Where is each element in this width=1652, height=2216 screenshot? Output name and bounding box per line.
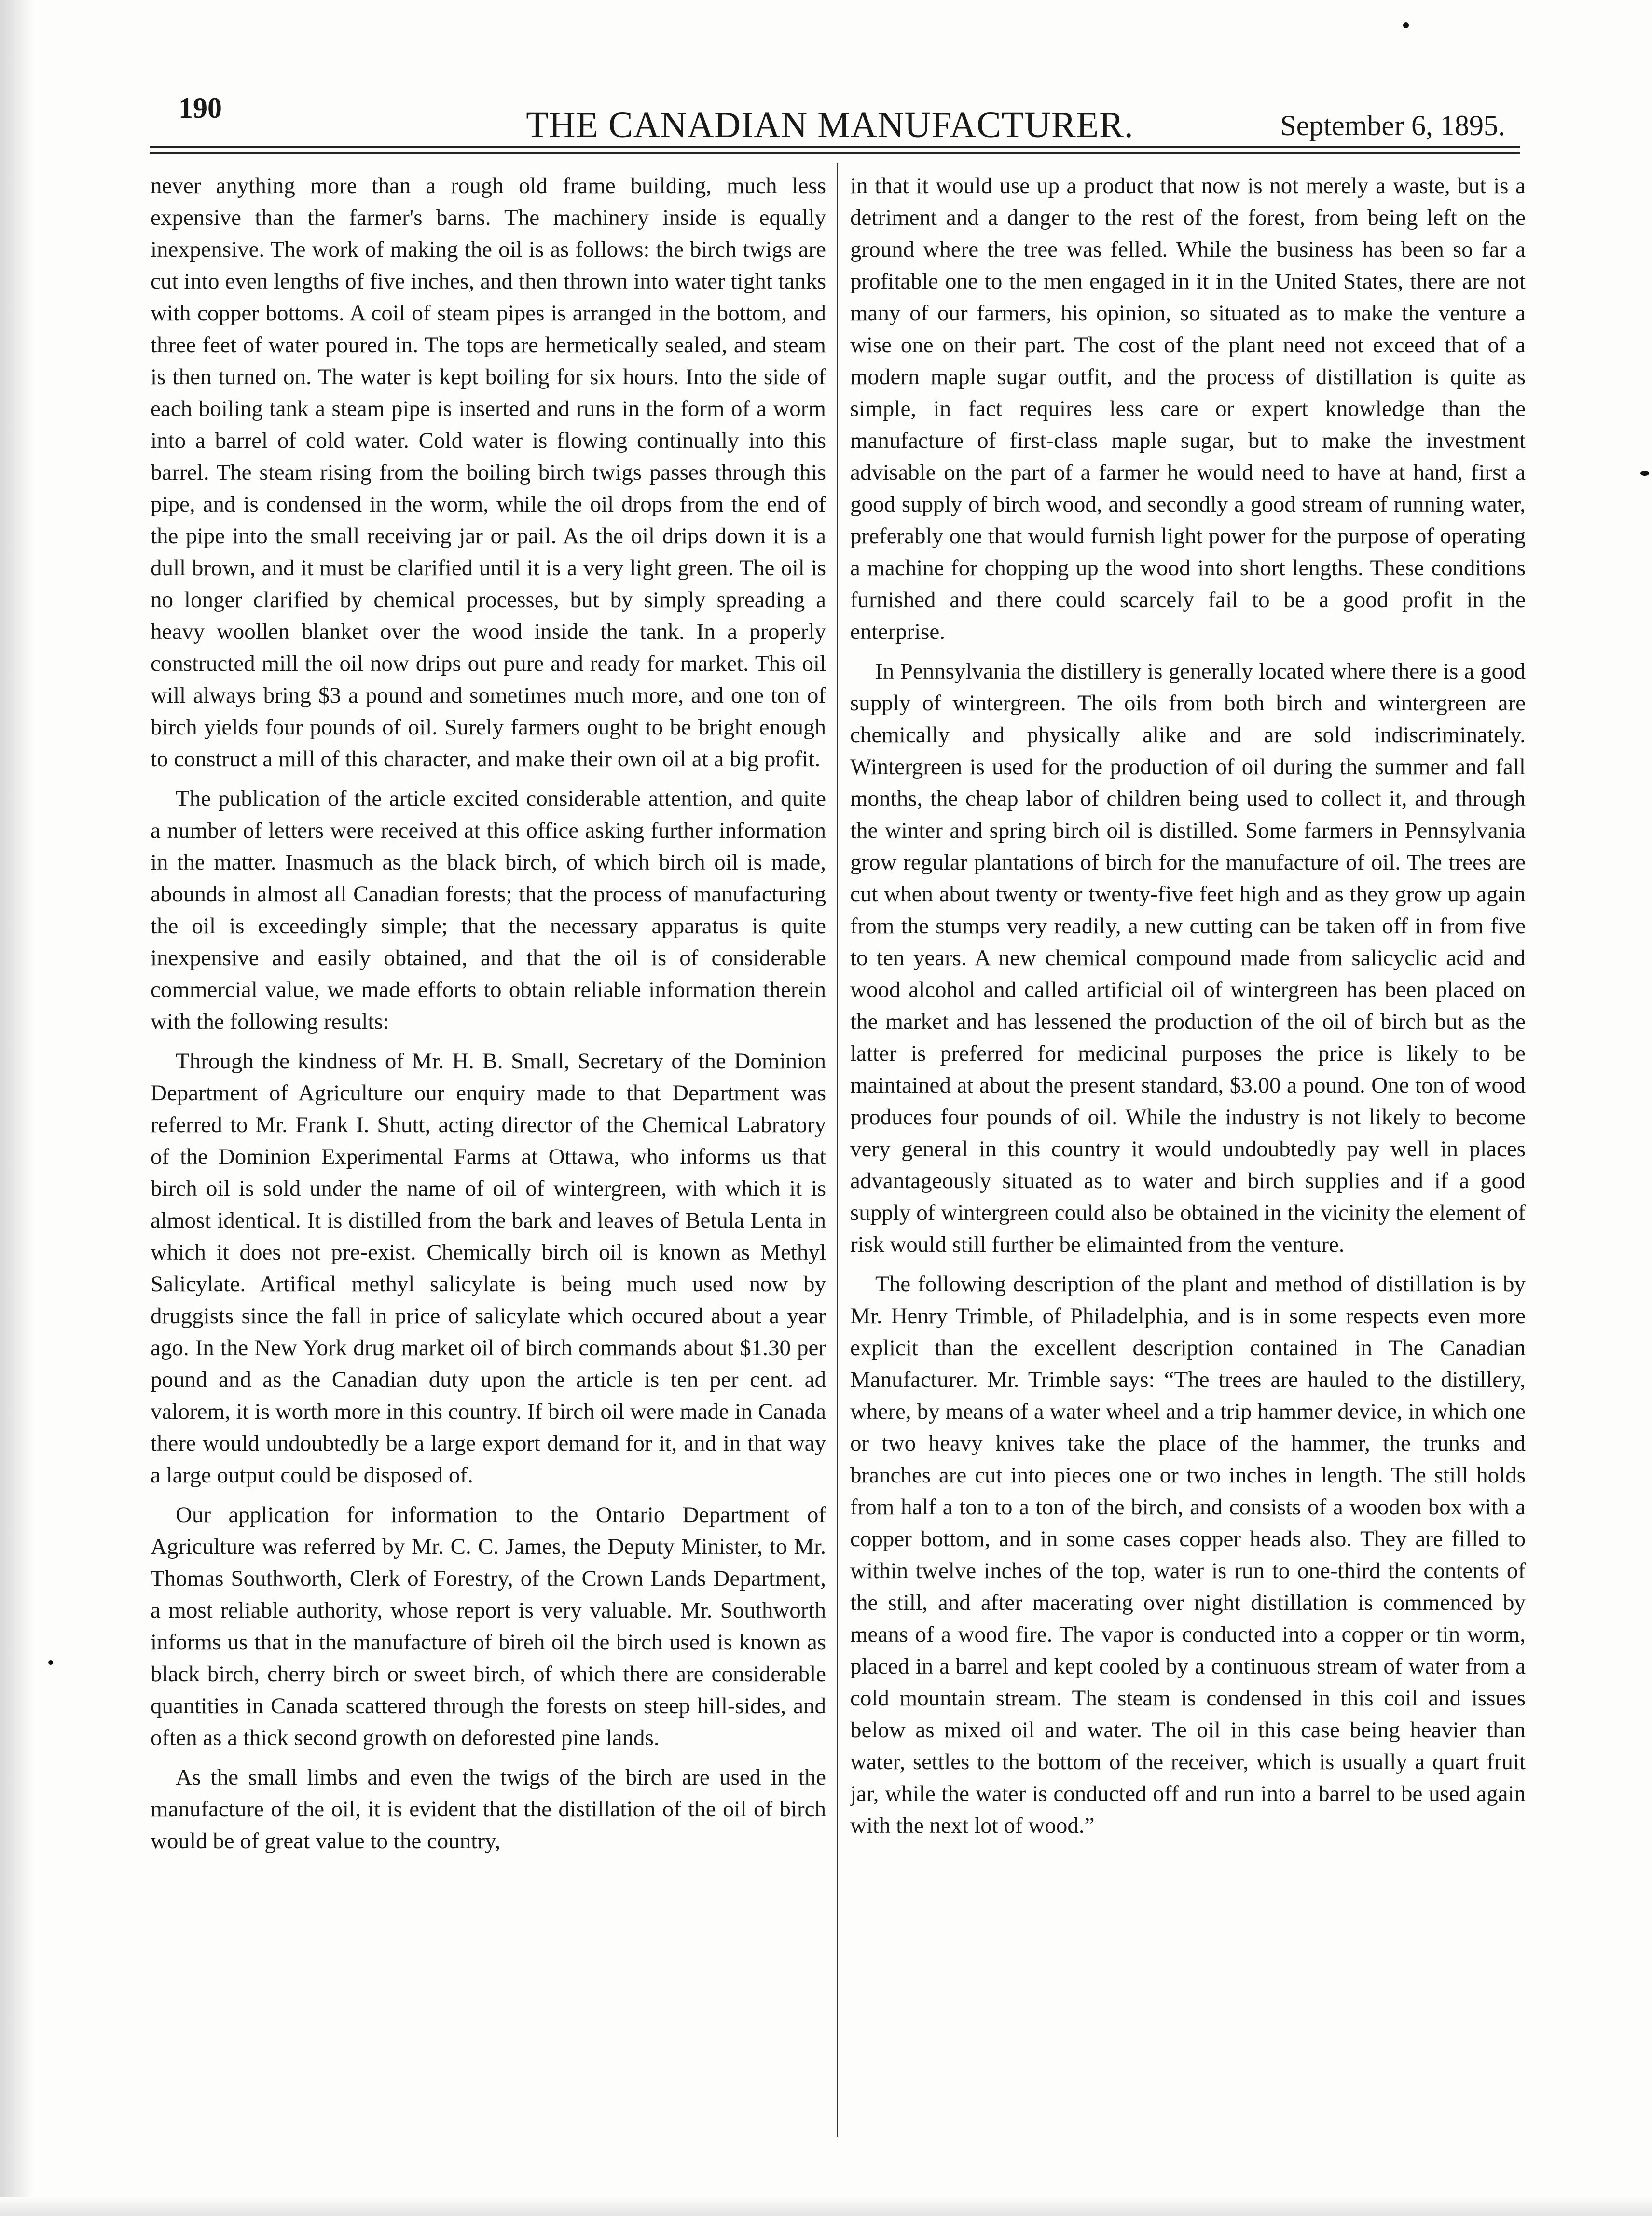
right-column bbox=[850, 170, 1526, 2134]
right-paragraph-1: in that it would use up a product that now is not merely a waste, but is a detriment and a danger to the rest of the forest, from being left on the ground where the tree was felled. While the business has been so far a profitable one to the men engaged in it in the United States, there are not many of our farmers, his opinion, so situated as to make the venture a wise one on their part. The cost of the plant need not exceed that of a modern maple sugar outfit, and the process of distillation is quite as simple, in fact requires less care or expert knowledge than the manufacture of first-class maple sugar, but to make the investment advisable on the part of a farmer he would need to have at hand, first a good supply of birch wood, and secondly a good stream of running water, preferably one that would furnish light power for the purpose of operating a machine for chopping up the wood into short lengths. These conditions furnished and there could scarcely fail to be a good profit in the enterprise. bbox=[850, 173, 1526, 644]
page-header bbox=[145, 87, 1515, 145]
ink-speck-top bbox=[1403, 22, 1409, 28]
column-divider bbox=[837, 163, 838, 2137]
header-rule-thin bbox=[150, 152, 1520, 154]
page-number: 190 bbox=[179, 92, 222, 124]
header-rule-thick bbox=[150, 146, 1520, 148]
right-paragraph-3: The following description of the plant and method of distillation is by Mr. Henry Trimble, of Philadelphia, and is in some respects even more explicit than the excellent description contained in The Canadian Manufacturer. Mr. Trimble says: “The trees are hauled to the distillery, where, by means of a water wheel and a trip hammer device, in which one or two heavy knives take the place of the hammer, the trunks and branches are cut into pieces one or two inches in length. The still holds from half a ton to a ton of the birch, and consists of a wooden box with a copper bottom, and in some cases copper heads also. They are filled to within twelve inches of the top, water is run to one-third the contents of the still, and after macerating over night distillation is commenced by means of a wood fire. The vapor is conducted into a copper or tin worm, placed in a barrel and kept cooled by a continuous stream of water from a cold mountain stream. The steam is condensed in this coil and issues below as mixed oil and water. The oil in this case being heavier than water, settles to the bottom of the receiver, which is usually a quart fruit jar, while the water is conducted off and run into a barrel to be used again with the next lot of wood.” bbox=[850, 1272, 1526, 1838]
issue-date: September 6, 1895. bbox=[1280, 110, 1505, 141]
left-paragraph-4: Our application for information to the Ontario Department of Agriculture was referred by Mr. C. C. James, the Deputy Minister, to Mr. Thomas Southworth, Clerk of Forestry, of the Crown Lands Department, a most reliable authority, whose report is very valuable. Mr. Southworth informs us that in the manufacture of bireh oil the birch used is known as black birch, cherry birch or sweet birch, of which there are considerable quantities in Canada scattered through the forests on steep hill-sides, and often as a thick second growth on deforested pine lands. bbox=[151, 1502, 826, 1750]
left-paragraph-2: The publication of the article excited considerable attention, and quite a number of letters were received at this office asking further information in the matter. Inasmuch as the black birch, of which birch oil is made, abounds in almost all Canadian forests; that the process of manufacturing the oil is exceedingly simple; that the necessary apparatus is quite inexpensive and easily obtained, and that the oil is of considerable commercial value, we made efforts to obtain reliable information therein with the following results: bbox=[151, 786, 826, 1034]
page-bottom-edge bbox=[0, 2197, 1652, 2216]
ink-speck-left bbox=[48, 1660, 53, 1665]
page-binding-shadow bbox=[0, 0, 34, 2216]
left-paragraph-5: As the small limbs and even the twigs of the birch are used in the manufacture of the oil, it is evident that the distillation of the oil of birch would be of great value to the country, bbox=[151, 1765, 826, 1854]
ink-speck-right bbox=[1640, 471, 1649, 476]
publication-title: THE CANADIAN MANUFACTURER. bbox=[526, 105, 1134, 145]
left-column bbox=[151, 170, 826, 2134]
left-paragraph-3: Through the kindness of Mr. H. B. Small, Secretary of the Dominion Department of Agriculture our enquiry made to that Department was referred to Mr. Frank I. Shutt, acting director of the Chemical Labratory of the Dominion Experimental Farms at Ottawa, who informs us that birch oil is sold under the name of oil of wintergreen, with which it is almost identical. It is distilled from the bark and leaves of Betula Lenta in which it does not pre-exist. Chemically birch oil is known as Methyl Salicylate. Artifical methyl salicylate is being much used now by druggists since the fall in price of salicylate which occured about a year ago. In the New York drug market oil of birch commands about $1.30 per pound and as the Canadian duty upon the article is ten per cent. ad valorem, it is worth more in this country. If birch oil were made in Canada there would undoubtedly be a large export demand for it, and in that way a large output could be disposed of. bbox=[151, 1049, 826, 1488]
left-paragraph-1: never anything more than a rough old frame building, much less expensive than the farmer's barns. The machinery inside is equally inexpensive. The work of making the oil is as follows: the birch twigs are cut into even lengths of five inches, and then thrown into water tight tanks with copper bottoms. A coil of steam pipes is arranged in the bottom, and three feet of water poured in. The tops are hermetically sealed, and steam is then turned on. The water is kept boiling for six hours. Into the side of each boiling tank a steam pipe is inserted and runs in the form of a worm into a barrel of cold water. Cold water is flowing continually into this barrel. The steam rising from the boiling birch twigs passes through this pipe, and is condensed in the worm, while the oil drops from the end of the pipe into the small receiving jar or pail. As the oil drips down it is a dull brown, and it must be clarified until it is a very light green. The oil is no longer clarified by chemical processes, but by simply spreading a heavy woollen blanket over the wood inside the tank. In a properly constructed mill the oil now drips out pure and ready for market. This oil will always bring $3 a pound and sometimes much more, and one ton of birch yields four pounds of oil. Surely farmers ought to be bright enough to construct a mill of this character, and make their own oil at a big profit. bbox=[151, 173, 826, 772]
right-paragraph-2: In Pennsylvania the distillery is generally located where there is a good supply of wintergreen. The oils from both birch and wintergreen are chemically and physically alike and are sold indiscriminately. Wintergreen is used for the production of oil during the summer and fall months, the cheap labor of children being used to collect it, and through the winter and spring birch oil is distilled. Some farmers in Pennsylvania grow regular plantations of birch for the manufacture of oil. The trees are cut when about twenty or twenty-five feet high and as they grow up again from the stumps very readily, a new cutting can be taken off in from five to ten years. A new chemical compound made from salicyclic acid and wood alcohol and called artificial oil of wintergreen has been placed on the market and has lessened the production of the oil of birch but as the latter is preferred for medicinal purposes the price is likely to be maintained at about the present standard, $3.00 a pound. One ton of wood produces four pounds of oil. While the industry is not likely to become very general in this country it would undoubtedly pay well in places advantageously situated as to water and birch supplies and if a good supply of wintergreen could also be obtained in the vicinity the element of risk would still further be elimainted from the venture. bbox=[850, 659, 1526, 1257]
